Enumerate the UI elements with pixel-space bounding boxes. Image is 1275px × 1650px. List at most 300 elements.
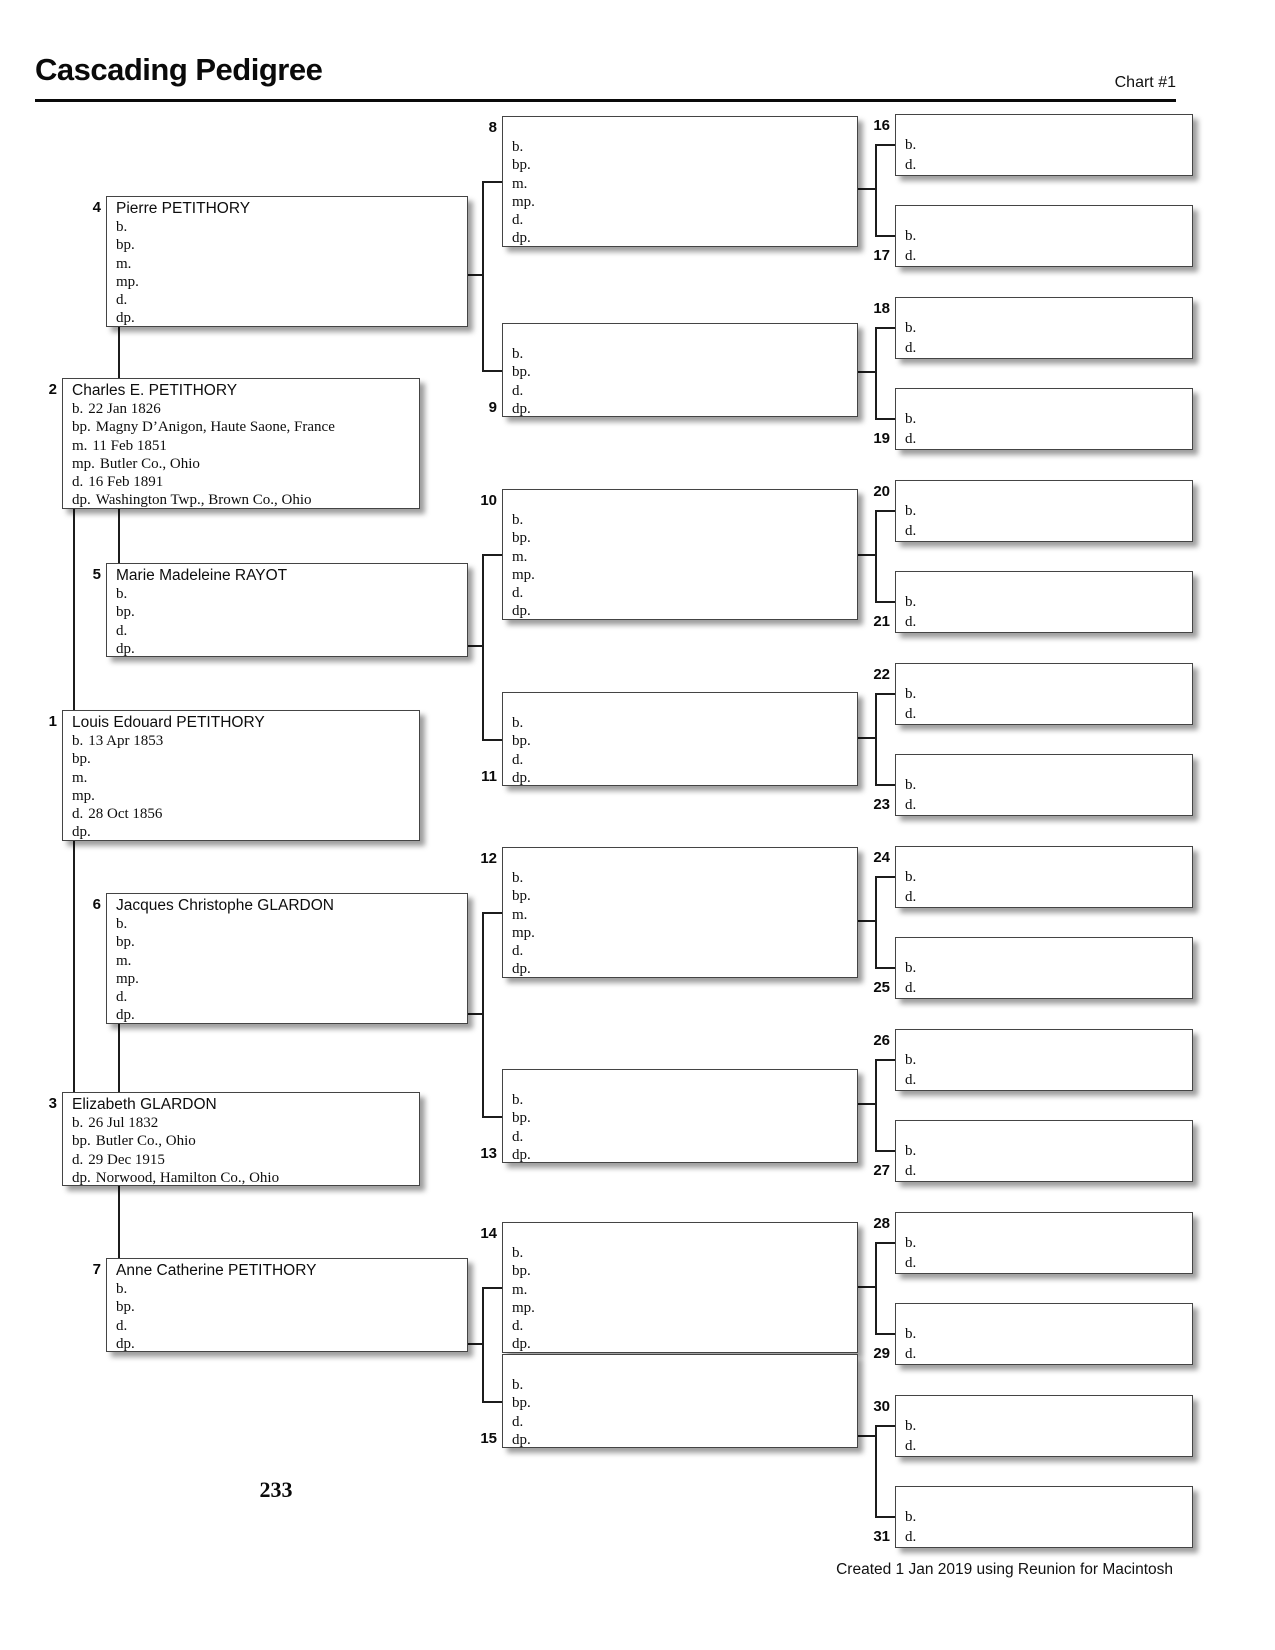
field-label: dp.	[512, 400, 531, 417]
person-box-18	[895, 297, 1193, 359]
person-2-field-row	[72, 400, 419, 418]
person-number-6: 6	[92, 896, 101, 913]
person-15-field-row	[512, 1413, 857, 1431]
connector-line	[468, 1013, 484, 1015]
field-label: d.	[905, 613, 917, 630]
field-value: 16 Feb 1891	[88, 474, 164, 491]
person-3-field-row	[72, 1169, 419, 1186]
field-label: b.	[905, 1326, 917, 1342]
field-label: b.	[905, 960, 917, 976]
connector-line	[482, 912, 504, 914]
person-8-field-row	[512, 175, 857, 193]
connector-line	[875, 1425, 897, 1427]
person-box-2	[62, 378, 420, 509]
person-11-field-row	[512, 732, 857, 750]
field-label: b.	[905, 869, 917, 885]
field-label: dp.	[116, 1335, 135, 1352]
person-box-29	[895, 1303, 1193, 1365]
page-title: Cascading Pedigree	[35, 52, 323, 87]
connector-line	[482, 1401, 504, 1403]
person-31-field-row	[905, 1508, 1192, 1528]
field-label: d.	[72, 1151, 84, 1168]
connector-line	[482, 181, 484, 372]
person-name-26	[905, 1032, 1192, 1051]
person-box-4	[106, 196, 468, 327]
person-number-26: 26	[873, 1032, 890, 1049]
person-box-14	[502, 1222, 858, 1353]
person-29-field-row	[905, 1325, 1192, 1345]
connector-line	[875, 693, 877, 786]
person-name-15	[512, 1357, 857, 1376]
person-number-17: 17	[873, 247, 890, 264]
connector-line	[875, 1516, 897, 1518]
person-31-field-row	[905, 1528, 1192, 1548]
person-number-12: 12	[480, 850, 497, 867]
person-6-field-row	[116, 988, 467, 1006]
field-label: bp.	[512, 733, 531, 750]
person-3-field-row	[72, 1114, 419, 1132]
field-value: 11 Feb 1851	[92, 437, 167, 454]
field-label: b.	[905, 320, 917, 336]
person-4-field-row	[116, 309, 467, 327]
person-box-8	[502, 116, 858, 247]
field-label: b.	[116, 916, 128, 932]
field-label: bp.	[512, 1395, 531, 1412]
person-14-field-row	[512, 1244, 857, 1262]
person-7-field-row	[116, 1298, 467, 1316]
field-label: b.	[72, 1115, 84, 1131]
person-28-field-row	[905, 1234, 1192, 1254]
connector-line	[858, 554, 877, 556]
field-label: b.	[905, 137, 917, 153]
connector-line	[482, 739, 504, 741]
field-label: bp.	[72, 419, 91, 436]
person-number-28: 28	[873, 1215, 890, 1232]
field-label: d.	[116, 292, 128, 309]
person-2-field-row	[72, 418, 419, 436]
connector-line	[875, 1150, 897, 1152]
connector-line	[482, 912, 484, 1118]
person-name-29	[905, 1306, 1192, 1325]
field-value: Magny D’Anigon, Haute Saone, France	[95, 419, 335, 436]
person-name-8	[512, 119, 857, 138]
field-label: bp.	[116, 237, 135, 254]
field-label: d.	[116, 989, 128, 1006]
person-name-25	[905, 940, 1192, 959]
person-13-field-row	[512, 1091, 857, 1109]
person-box-28	[895, 1212, 1193, 1274]
person-name-9	[512, 326, 857, 345]
field-value: 28 Oct 1856	[88, 806, 163, 823]
person-number-2: 2	[48, 381, 57, 398]
field-label: dp.	[72, 1169, 91, 1186]
connector-line	[875, 693, 897, 695]
field-label: b.	[905, 1509, 917, 1525]
person-box-23	[895, 754, 1193, 816]
field-label: mp.	[72, 455, 95, 472]
person-3-field-row	[72, 1132, 419, 1150]
person-2-field-row	[72, 437, 419, 455]
field-label: bp.	[512, 1263, 531, 1280]
field-label: bp.	[116, 1299, 135, 1316]
page-number: 233	[259, 1477, 293, 1502]
field-label: m.	[512, 1281, 528, 1298]
connector-line	[73, 509, 75, 712]
title-rule	[35, 99, 1176, 102]
field-value: Butler Co., Ohio	[99, 455, 200, 472]
connector-line	[875, 418, 897, 420]
person-23-field-row	[905, 776, 1192, 796]
field-label: bp.	[116, 934, 135, 951]
connector-line	[482, 370, 504, 372]
field-label: m.	[116, 255, 132, 272]
person-22-field-row	[905, 705, 1192, 725]
person-name-6: Jacques Christophe GLARDON	[116, 897, 334, 914]
person-name-3: Elizabeth GLARDON	[72, 1096, 217, 1113]
person-9-field-row	[512, 345, 857, 363]
person-6-field-row	[116, 915, 467, 933]
person-9-field-row	[512, 363, 857, 381]
field-label: d.	[905, 796, 917, 813]
person-6-field-row	[116, 933, 467, 951]
person-box-3	[62, 1092, 420, 1186]
field-label: mp.	[116, 970, 139, 987]
connector-line	[482, 1287, 504, 1289]
person-18-field-row	[905, 319, 1192, 339]
field-label: dp.	[512, 961, 531, 978]
field-label: b.	[512, 346, 524, 362]
connector-line	[875, 601, 897, 603]
person-number-7: 7	[92, 1261, 101, 1278]
person-17-field-row	[905, 247, 1192, 267]
person-30-field-row	[905, 1437, 1192, 1457]
field-value: 13 Apr 1853	[88, 733, 164, 749]
person-1-field-row	[72, 750, 419, 768]
person-number-5: 5	[92, 566, 101, 583]
person-number-30: 30	[873, 1398, 890, 1415]
field-value: 29 Dec 1915	[88, 1151, 165, 1168]
field-label: dp.	[116, 1007, 135, 1024]
field-label: b.	[116, 1281, 128, 1297]
connector-line	[875, 327, 877, 420]
person-box-5	[106, 563, 468, 657]
connector-line	[482, 554, 504, 556]
connector-line	[875, 510, 897, 512]
field-label: b.	[512, 715, 524, 731]
footer-credit: Created 1 Jan 2019 using Reunion for Macintosh	[836, 1561, 1173, 1578]
connector-line	[468, 274, 484, 276]
person-name-13	[512, 1072, 857, 1091]
person-1-field-row	[72, 805, 419, 823]
person-12-field-row	[512, 960, 857, 978]
person-1-field-row	[72, 823, 419, 841]
field-label: bp.	[72, 751, 91, 768]
field-label: b.	[905, 503, 917, 519]
connector-line	[875, 784, 897, 786]
field-label: d.	[905, 1345, 917, 1362]
field-label: b.	[905, 777, 917, 793]
connector-line	[875, 967, 897, 969]
field-label: d.	[512, 585, 524, 602]
person-number-25: 25	[873, 979, 890, 996]
connector-line	[875, 1242, 877, 1335]
person-12-field-row	[512, 869, 857, 887]
field-label: mp.	[116, 273, 139, 290]
person-5-field-row	[116, 603, 467, 621]
field-label: dp.	[512, 603, 531, 620]
person-15-field-row	[512, 1376, 857, 1394]
field-value: Butler Co., Ohio	[95, 1133, 196, 1150]
person-name-22	[905, 666, 1192, 685]
person-name-28	[905, 1215, 1192, 1234]
field-label: d.	[72, 806, 84, 823]
field-label: b.	[72, 401, 84, 417]
field-label: d.	[905, 888, 917, 905]
person-4-field-row	[116, 273, 467, 291]
connector-line	[482, 181, 504, 183]
connector-line	[858, 1286, 877, 1288]
person-15-field-row	[512, 1431, 857, 1448]
person-number-18: 18	[873, 300, 890, 317]
person-number-3: 3	[48, 1095, 57, 1112]
person-number-21: 21	[873, 613, 890, 630]
connector-line	[468, 1343, 484, 1345]
person-name-14	[512, 1225, 857, 1244]
person-number-13: 13	[480, 1145, 497, 1162]
field-label: d.	[512, 1413, 524, 1430]
person-box-21	[895, 571, 1193, 633]
person-name-30	[905, 1398, 1192, 1417]
person-box-11	[502, 692, 858, 786]
connector-line	[858, 737, 877, 739]
person-name-18	[905, 300, 1192, 319]
person-8-field-row	[512, 193, 857, 211]
person-name-23	[905, 757, 1192, 776]
person-5-field-row	[116, 585, 467, 603]
person-25-field-row	[905, 979, 1192, 999]
person-number-20: 20	[873, 483, 890, 500]
connector-line	[118, 1024, 120, 1094]
field-label: d.	[905, 1071, 917, 1088]
person-1-field-row	[72, 769, 419, 787]
person-number-9: 9	[488, 399, 497, 416]
field-label: d.	[72, 474, 84, 491]
connector-line	[482, 1287, 484, 1403]
person-box-19	[895, 388, 1193, 450]
person-26-field-row	[905, 1071, 1192, 1091]
person-16-field-row	[905, 136, 1192, 156]
person-14-field-row	[512, 1317, 857, 1335]
person-box-9	[502, 323, 858, 417]
connector-line	[875, 144, 897, 146]
person-4-field-row	[116, 218, 467, 236]
person-5-field-row	[116, 622, 467, 640]
person-name-21	[905, 574, 1192, 593]
connector-line	[118, 1186, 120, 1260]
person-9-field-row	[512, 382, 857, 400]
person-name-31	[905, 1489, 1192, 1508]
person-11-field-row	[512, 714, 857, 732]
field-label: d.	[905, 430, 917, 447]
person-name-16	[905, 117, 1192, 136]
person-box-12	[502, 847, 858, 978]
person-name-1: Louis Edouard PETITHORY	[72, 714, 265, 731]
field-label: b.	[116, 219, 128, 235]
person-name-24	[905, 849, 1192, 868]
person-16-field-row	[905, 156, 1192, 176]
person-6-field-row	[116, 1006, 467, 1024]
person-19-field-row	[905, 430, 1192, 450]
person-20-field-row	[905, 502, 1192, 522]
person-box-13	[502, 1069, 858, 1163]
chart-number-label: Chart #1	[1114, 74, 1176, 91]
connector-line	[468, 645, 484, 647]
person-box-25	[895, 937, 1193, 999]
person-number-27: 27	[873, 1162, 890, 1179]
person-name-19	[905, 391, 1192, 410]
person-box-26	[895, 1029, 1193, 1091]
person-box-7	[106, 1258, 468, 1352]
person-1-field-row	[72, 787, 419, 805]
person-box-10	[502, 489, 858, 620]
field-label: b.	[512, 1245, 524, 1261]
person-number-4: 4	[92, 199, 101, 216]
field-label: d.	[905, 522, 917, 539]
person-name-27	[905, 1123, 1192, 1142]
connector-line	[875, 1425, 877, 1518]
field-label: b.	[905, 686, 917, 702]
person-number-11: 11	[481, 768, 497, 785]
connector-line	[875, 235, 897, 237]
person-22-field-row	[905, 685, 1192, 705]
person-box-20	[895, 480, 1193, 542]
person-14-field-row	[512, 1299, 857, 1317]
person-15-field-row	[512, 1394, 857, 1412]
person-6-field-row	[116, 970, 467, 988]
person-8-field-row	[512, 156, 857, 174]
field-label: d.	[512, 751, 524, 768]
person-number-15: 15	[480, 1430, 497, 1447]
person-name-7: Anne Catherine PETITHORY	[116, 1262, 317, 1279]
field-label: b.	[905, 1052, 917, 1068]
person-6-field-row	[116, 952, 467, 970]
person-box-15	[502, 1354, 858, 1448]
field-label: b.	[905, 228, 917, 244]
field-label: dp.	[116, 310, 135, 327]
person-2-field-row	[72, 491, 419, 509]
field-label: d.	[905, 339, 917, 356]
field-label: d.	[905, 1162, 917, 1179]
person-number-10: 10	[480, 492, 497, 509]
connector-line	[118, 327, 120, 380]
person-24-field-row	[905, 868, 1192, 888]
person-7-field-row	[116, 1317, 467, 1335]
field-label: dp.	[512, 230, 531, 247]
field-label: b.	[905, 1235, 917, 1251]
person-19-field-row	[905, 410, 1192, 430]
field-label: mp.	[72, 787, 95, 804]
person-21-field-row	[905, 593, 1192, 613]
connector-line	[875, 1242, 897, 1244]
field-label: mp.	[512, 1299, 535, 1316]
person-2-field-row	[72, 455, 419, 473]
person-number-24: 24	[873, 849, 890, 866]
field-label: d.	[905, 156, 917, 173]
person-2-field-row	[72, 473, 419, 491]
person-name-20	[905, 483, 1192, 502]
person-number-22: 22	[873, 666, 890, 683]
person-name-12	[512, 850, 857, 869]
connector-line	[875, 876, 877, 969]
connector-line	[875, 327, 897, 329]
field-label: bp.	[72, 1133, 91, 1150]
person-12-field-row	[512, 924, 857, 942]
connector-line	[858, 920, 877, 922]
field-label: b.	[116, 586, 128, 602]
field-label: b.	[905, 411, 917, 427]
connector-line	[858, 1435, 877, 1437]
person-box-17	[895, 205, 1193, 267]
person-12-field-row	[512, 887, 857, 905]
field-label: b.	[905, 1418, 917, 1434]
field-value: Washington Twp., Brown Co., Ohio	[95, 492, 312, 509]
field-label: mp.	[512, 924, 535, 941]
field-label: b.	[512, 139, 524, 155]
person-21-field-row	[905, 613, 1192, 633]
connector-line	[482, 554, 484, 741]
field-label: m.	[72, 769, 88, 786]
person-box-22	[895, 663, 1193, 725]
person-10-field-row	[512, 566, 857, 584]
field-label: bp.	[512, 530, 531, 547]
person-number-16: 16	[873, 117, 890, 134]
person-name-11	[512, 695, 857, 714]
field-label: mp.	[512, 193, 535, 210]
person-10-field-row	[512, 529, 857, 547]
person-14-field-row	[512, 1281, 857, 1299]
person-number-23: 23	[873, 796, 890, 813]
person-3-field-row	[72, 1151, 419, 1169]
person-12-field-row	[512, 942, 857, 960]
person-box-30	[895, 1395, 1193, 1457]
field-label: b.	[72, 733, 84, 749]
person-4-field-row	[116, 291, 467, 309]
field-label: m.	[72, 437, 88, 454]
person-number-19: 19	[873, 430, 890, 447]
person-8-field-row	[512, 211, 857, 229]
person-7-field-row	[116, 1280, 467, 1298]
connector-line	[875, 510, 877, 603]
person-26-field-row	[905, 1051, 1192, 1071]
field-label: d.	[512, 943, 524, 960]
person-12-field-row	[512, 906, 857, 924]
person-box-1	[62, 710, 420, 841]
person-11-field-row	[512, 751, 857, 769]
person-8-field-row	[512, 138, 857, 156]
person-4-field-row	[116, 236, 467, 254]
person-name-2: Charles E. PETITHORY	[72, 382, 238, 399]
person-13-field-row	[512, 1109, 857, 1127]
field-value: 22 Jan 1826	[88, 401, 161, 417]
person-13-field-row	[512, 1128, 857, 1146]
field-label: d.	[512, 1128, 524, 1145]
person-box-24	[895, 846, 1193, 908]
field-label: d.	[905, 705, 917, 722]
field-label: d.	[905, 1528, 917, 1545]
field-label: bp.	[512, 888, 531, 905]
person-18-field-row	[905, 339, 1192, 359]
field-label: mp.	[512, 566, 535, 583]
